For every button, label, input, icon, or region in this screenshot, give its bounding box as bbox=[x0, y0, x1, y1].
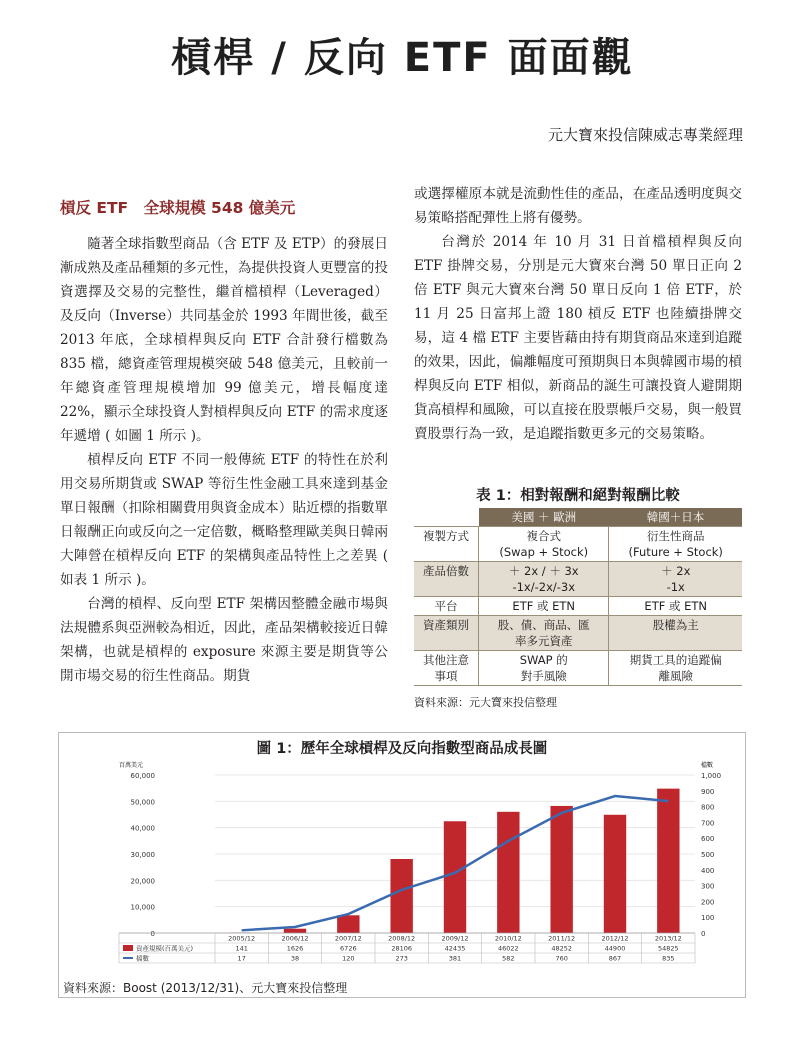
x-tick-label: 2007/12 bbox=[334, 934, 362, 943]
x-tick-label: 2005/12 bbox=[228, 934, 256, 943]
left-tick-label: 10,000 bbox=[130, 903, 155, 912]
table-value: 273 bbox=[395, 954, 408, 963]
growth-chart bbox=[59, 755, 745, 991]
table-source-note: 資料來源：元大寶來投信整理 bbox=[414, 696, 557, 709]
table-value: 6726 bbox=[340, 944, 357, 953]
table-value: 38 bbox=[290, 954, 300, 963]
right-column bbox=[414, 182, 742, 446]
left-tick-label: 20,000 bbox=[130, 877, 155, 886]
bar bbox=[284, 929, 306, 933]
table-corner bbox=[414, 508, 479, 527]
table-value: 835 bbox=[662, 954, 675, 963]
table-value: 582 bbox=[502, 954, 515, 963]
right-tick-label: 500 bbox=[701, 851, 715, 859]
row-label: 資產類別 bbox=[414, 616, 479, 651]
x-tick-label: 2012/12 bbox=[601, 934, 629, 943]
table-value: 867 bbox=[608, 954, 622, 963]
right-tick-label: 100 bbox=[701, 914, 715, 923]
cell-us-eu: 股、債、商品、匯 率多元資產 bbox=[479, 616, 609, 651]
table-value: 760 bbox=[555, 954, 568, 963]
cell-kr-jp: 股權為主 bbox=[609, 616, 742, 651]
table-row bbox=[414, 597, 742, 616]
left-tick-label: 0 bbox=[150, 930, 155, 938]
paragraph: 隨著全球指數型商品（含 ETF 及 ETP）的發展日漸成熟及產品種類的多元性，為提供投資人更豐富的投資選擇及交易的完整性，繼首檔槓桿（Leveraged）及反向（Inverse）共同基金於 1993 年間世後，截至 2013 年底，全球槓桿與反向 ETF 合計發行檔數為 835 檔，總資產管理規模突破 548 億美元，且較前一年總資產管理規模增加 99 億美元，增長幅度達 22%，顯示全球投資人對槓桿與反向 ETF 的需求度逐年遞增 ( 如圖 1 所示 )。 bbox=[60, 236, 388, 444]
bar bbox=[444, 821, 466, 933]
legend-label: 檔數 bbox=[136, 954, 149, 963]
col-header-kr-jp: 韓國＋日本 bbox=[609, 508, 742, 527]
x-tick-label: 2013/12 bbox=[654, 934, 682, 943]
row-label: 產品倍數 bbox=[414, 562, 479, 597]
right-tick-label: 800 bbox=[701, 803, 715, 812]
page-title: 槓桿 / 反向 ETF 面面觀 bbox=[171, 35, 634, 81]
table-value: 48252 bbox=[551, 944, 573, 953]
right-axis-label: 檔數 bbox=[701, 762, 714, 769]
table-row bbox=[414, 527, 742, 562]
left-tick-label: 30,000 bbox=[130, 851, 155, 859]
table-row bbox=[414, 651, 742, 686]
cell-kr-jp: ETF 或 ETN bbox=[609, 597, 742, 616]
bar bbox=[657, 789, 679, 933]
legend-key-bar bbox=[123, 945, 133, 951]
bar bbox=[604, 815, 626, 933]
bar bbox=[550, 806, 572, 933]
x-tick-label: 2011/12 bbox=[548, 934, 576, 943]
right-tick-label: 0 bbox=[701, 930, 706, 938]
x-tick-label: 2008/12 bbox=[388, 934, 416, 943]
cell-us-eu: ETF 或 ETN bbox=[479, 597, 609, 616]
table-value: 120 bbox=[342, 954, 355, 963]
paragraph: 台灣於 2014 年 10 月 31 日首檔槓桿與反向 ETF 掛牌交易，分別是元大寶來台灣 50 單日正向 2 倍 ETF 與元大寶來台灣 50 單日反向 1 倍 ETF，於 11 月 25 日富邦上證 180 槓反 ETF 也陸續掛牌交易，這 4 檔 ETF 主要皆藉由持有期貨商品來達到追蹤的效果，因此，偏離幅度可預期與日本與韓國市場的槓桿與反向 ETF 相似，新商品的誕生可讓投資人避開期貨高槓桿和風險，可以直接在股票帳戶交易，與一般買賣股票行為一致，是追蹤指數更多元的交易策略。 bbox=[414, 234, 742, 442]
cell-kr-jp: ＋ 2x -1x bbox=[609, 562, 742, 597]
table-row bbox=[414, 616, 742, 651]
bar bbox=[497, 812, 519, 933]
cell-kr-jp: 衍生性商品 (Future + Stock) bbox=[609, 527, 742, 562]
legend-label: 資產規模(百萬美元) bbox=[136, 944, 194, 953]
cell-us-eu: ＋ 2x / ＋ 3x -1x/-2x/-3x bbox=[479, 562, 609, 597]
cell-us-eu: SWAP 的 對手風險 bbox=[479, 651, 609, 686]
left-tick-label: 40,000 bbox=[130, 824, 155, 833]
table-value: 141 bbox=[235, 944, 248, 953]
right-tick-label: 200 bbox=[701, 898, 715, 907]
left-tick-label: 60,000 bbox=[130, 772, 155, 780]
x-tick-label: 2006/12 bbox=[281, 934, 309, 943]
table-value: 46022 bbox=[497, 944, 519, 953]
row-label: 其他注意 事項 bbox=[414, 651, 479, 686]
table-title: 表 1：相對報酬和絕對報酬比較 bbox=[476, 488, 680, 504]
paragraph: 台灣的槓桿、反向型 ETF 架構因整體金融市場與法規體系與亞洲較為相近，因此，產品架構較接近日韓架構，也就是槓桿的 exposure 來源主要是期貨等公開市場交易的衍生性商品。期貨 bbox=[60, 596, 388, 684]
table-value: 1626 bbox=[286, 944, 304, 953]
paragraph: 或選擇權原本就是流動性佳的產品，在產品透明度與交易策略搭配彈性上將有優勢。 bbox=[414, 186, 742, 226]
table-row bbox=[414, 562, 742, 597]
right-tick-label: 300 bbox=[701, 882, 715, 891]
col-header-us-eu: 美國 ＋ 歐洲 bbox=[479, 508, 609, 527]
right-tick-label: 900 bbox=[701, 787, 715, 796]
left-axis-label: 百萬美元 bbox=[119, 762, 144, 769]
row-label: 複製方式 bbox=[414, 527, 479, 562]
author-byline: 元大寶來投信陳威志專業經理 bbox=[547, 126, 743, 144]
right-tick-label: 400 bbox=[701, 866, 715, 875]
figure-source-note: 資料來源：Boost (2013/12/31)、元大寶來投信整理 bbox=[63, 981, 348, 995]
row-label: 平台 bbox=[414, 597, 479, 616]
paragraph: 槓桿反向 ETF 不同一般傳統 ETF 的特性在於利用交易所期貨或 SWAP 等衍生性金融工具來達到基金單日報酬（扣除相關費用與資金成本）貼近標的指數單日報酬正向或反向之一定倍數，概略整理歐美與日韓兩大陣營在槓桿反向 ETF 的架構與產品特性上之差異 ( 如表 1 所示 )。 bbox=[60, 452, 388, 588]
figure-box bbox=[58, 732, 746, 998]
x-tick-label: 2010/12 bbox=[494, 934, 522, 943]
table-header-row bbox=[414, 508, 742, 527]
table-value: 54825 bbox=[657, 944, 679, 953]
table-value: 381 bbox=[448, 954, 462, 963]
table-value: 42435 bbox=[444, 944, 466, 953]
cell-us-eu: 複合式 (Swap + Stock) bbox=[479, 527, 609, 562]
bar bbox=[337, 915, 359, 933]
section-heading: 槓反 ETF 全球規模 548 億美元 bbox=[60, 199, 296, 217]
table-value: 28106 bbox=[391, 944, 413, 953]
right-tick-label: 1,000 bbox=[701, 772, 722, 780]
table-value: 44900 bbox=[604, 944, 626, 953]
cell-kr-jp: 期貨工具的追蹤偏 離風險 bbox=[609, 651, 742, 686]
table-value: 17 bbox=[237, 954, 246, 963]
left-column bbox=[60, 232, 388, 688]
x-tick-label: 2009/12 bbox=[441, 934, 469, 943]
right-tick-label: 600 bbox=[701, 835, 715, 844]
right-tick-label: 700 bbox=[701, 819, 715, 828]
bar bbox=[390, 859, 412, 933]
figure-title: 圖 1：歷年全球槓桿及反向指數型商品成長圖 bbox=[256, 741, 548, 757]
left-tick-label: 50,000 bbox=[130, 798, 155, 807]
comparison-table bbox=[414, 508, 742, 686]
